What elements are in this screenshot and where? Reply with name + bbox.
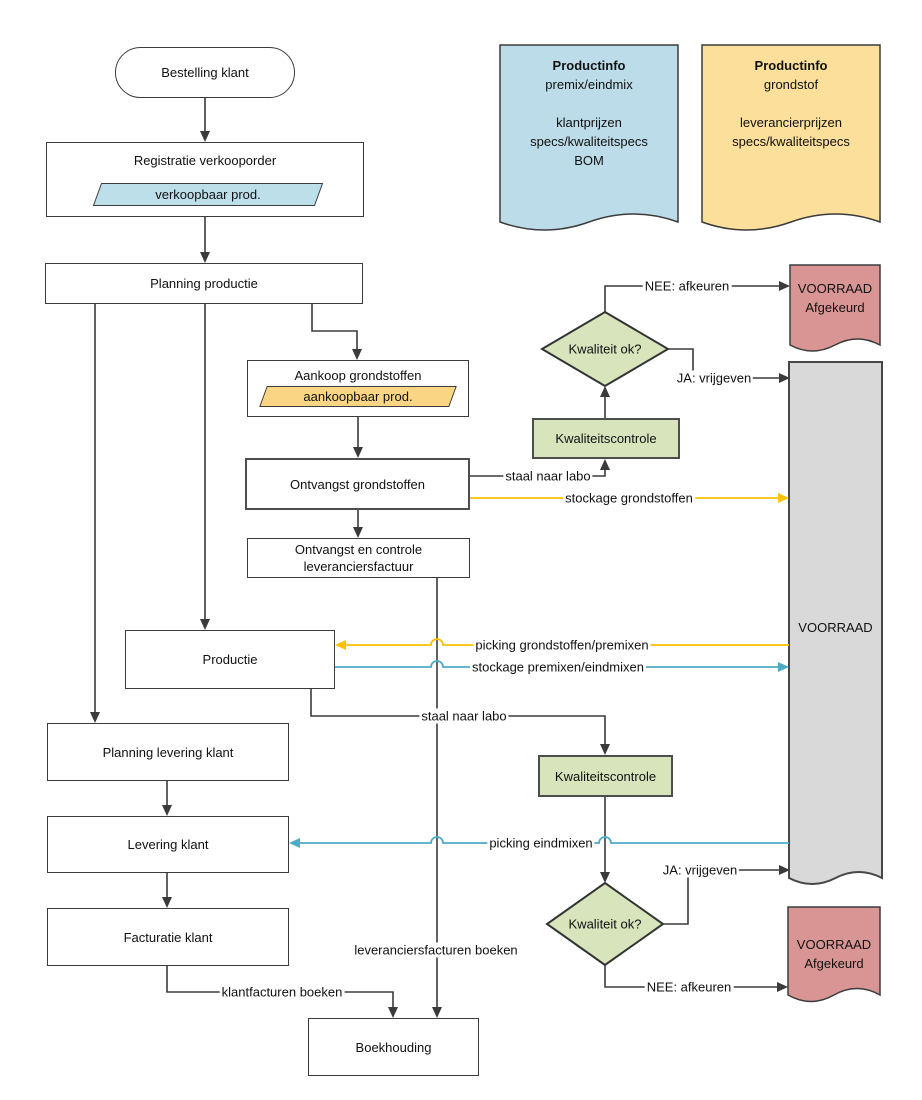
node-ontvangst-grondstoffen bbox=[245, 458, 470, 510]
node-label: Planning productie bbox=[150, 276, 258, 291]
doc-text-voorraad-afgekeurd-top: VOORRAAD Afgekeurd bbox=[797, 281, 873, 315]
doc-text-productinfo-grondstof: Productinfo grondstof leverancierprijzen specs/kwaliteitspecs bbox=[732, 58, 850, 149]
edge-label-staal-naar-labo-2: staal naar labo bbox=[421, 708, 507, 724]
dataitem-aankoopbaar-prod-label: aankoopbaar prod. bbox=[303, 389, 413, 404]
edge-label-nee-afkeuren-1: NEE: afkeuren bbox=[644, 278, 730, 294]
node-label: Kwaliteitscontrole bbox=[554, 768, 657, 784]
node-planning-levering-klant bbox=[47, 723, 289, 781]
dataitem-verkoopbaar-prod-label: verkoopbaar prod. bbox=[155, 187, 261, 202]
node-label: Ontvangst en controle leveranciersfactuur bbox=[294, 542, 423, 574]
node-facturatie-klant bbox=[47, 908, 289, 966]
node-label: Kwaliteitscontrole bbox=[555, 431, 657, 446]
node-productie bbox=[125, 630, 335, 689]
edge-label-klantfacturen-boeken: klantfacturen boeken bbox=[221, 984, 343, 1000]
edge-label-stockage-grondstoffen: stockage grondstoffen bbox=[565, 490, 693, 506]
doc-text-productinfo-premix: Productinfo premix/eindmix klantprijzen specs/kwaliteitspecs BOM bbox=[530, 58, 648, 168]
node-label: Boekhouding bbox=[355, 1039, 432, 1055]
node-ontvangst-en-controle bbox=[247, 538, 470, 578]
node-bestelling-klant bbox=[115, 47, 295, 98]
doc-text-voorraad-afgekeurd-bottom: VOORRAAD Afgekeurd bbox=[796, 937, 872, 971]
doc-text-voorraad: VOORRAAD bbox=[798, 620, 873, 635]
node-label: Bestelling klant bbox=[161, 65, 249, 80]
blue-connectors bbox=[299, 661, 789, 843]
node-boekhouding bbox=[308, 1018, 479, 1076]
edge-label-nee-afkeuren-2: NEE: afkeuren bbox=[646, 979, 732, 995]
node-levering-klant bbox=[47, 816, 289, 873]
decision-label-kwaliteit-ok-2: Kwaliteit ok? bbox=[568, 916, 642, 932]
node-label: Ontvangst grondstoffen bbox=[290, 476, 425, 492]
edge-label-stockage-premixen: stockage premixen/eindmixen bbox=[472, 659, 644, 675]
node-kwaliteitscontrole-1 bbox=[532, 418, 680, 459]
decision-label-kwaliteit-ok-1: Kwaliteit ok? bbox=[568, 341, 642, 357]
edge-label-picking-eindmixen: picking eindmixen bbox=[489, 835, 593, 851]
node-label: Productie bbox=[202, 652, 258, 667]
edge-label-ja-vrijgeven-1: JA: vrijgeven bbox=[676, 370, 752, 386]
node-kwaliteitscontrole-2 bbox=[538, 755, 673, 797]
node-label: Planning levering klant bbox=[102, 744, 234, 760]
node-label: Aankoop grondstoffen bbox=[294, 368, 422, 383]
node-label: Levering klant bbox=[127, 837, 209, 852]
edge-label-ja-vrijgeven-2: JA: vrijgeven bbox=[662, 862, 738, 878]
edge-label-picking-grondstoffen: picking grondstoffen/premixen bbox=[475, 637, 649, 653]
node-planning-productie bbox=[45, 263, 363, 304]
edge-ja-vrijgeven-2 bbox=[663, 870, 780, 924]
edge-planning-aankoop bbox=[312, 304, 357, 350]
edge-label-leveranciersfacturen-boeken: leveranciersfacturen boeken bbox=[354, 942, 518, 958]
node-label: Facturatie klant bbox=[123, 929, 213, 945]
node-label: Registratie verkooporder bbox=[133, 153, 277, 168]
edge-label-staal-naar-labo-1: staal naar labo bbox=[505, 468, 591, 484]
